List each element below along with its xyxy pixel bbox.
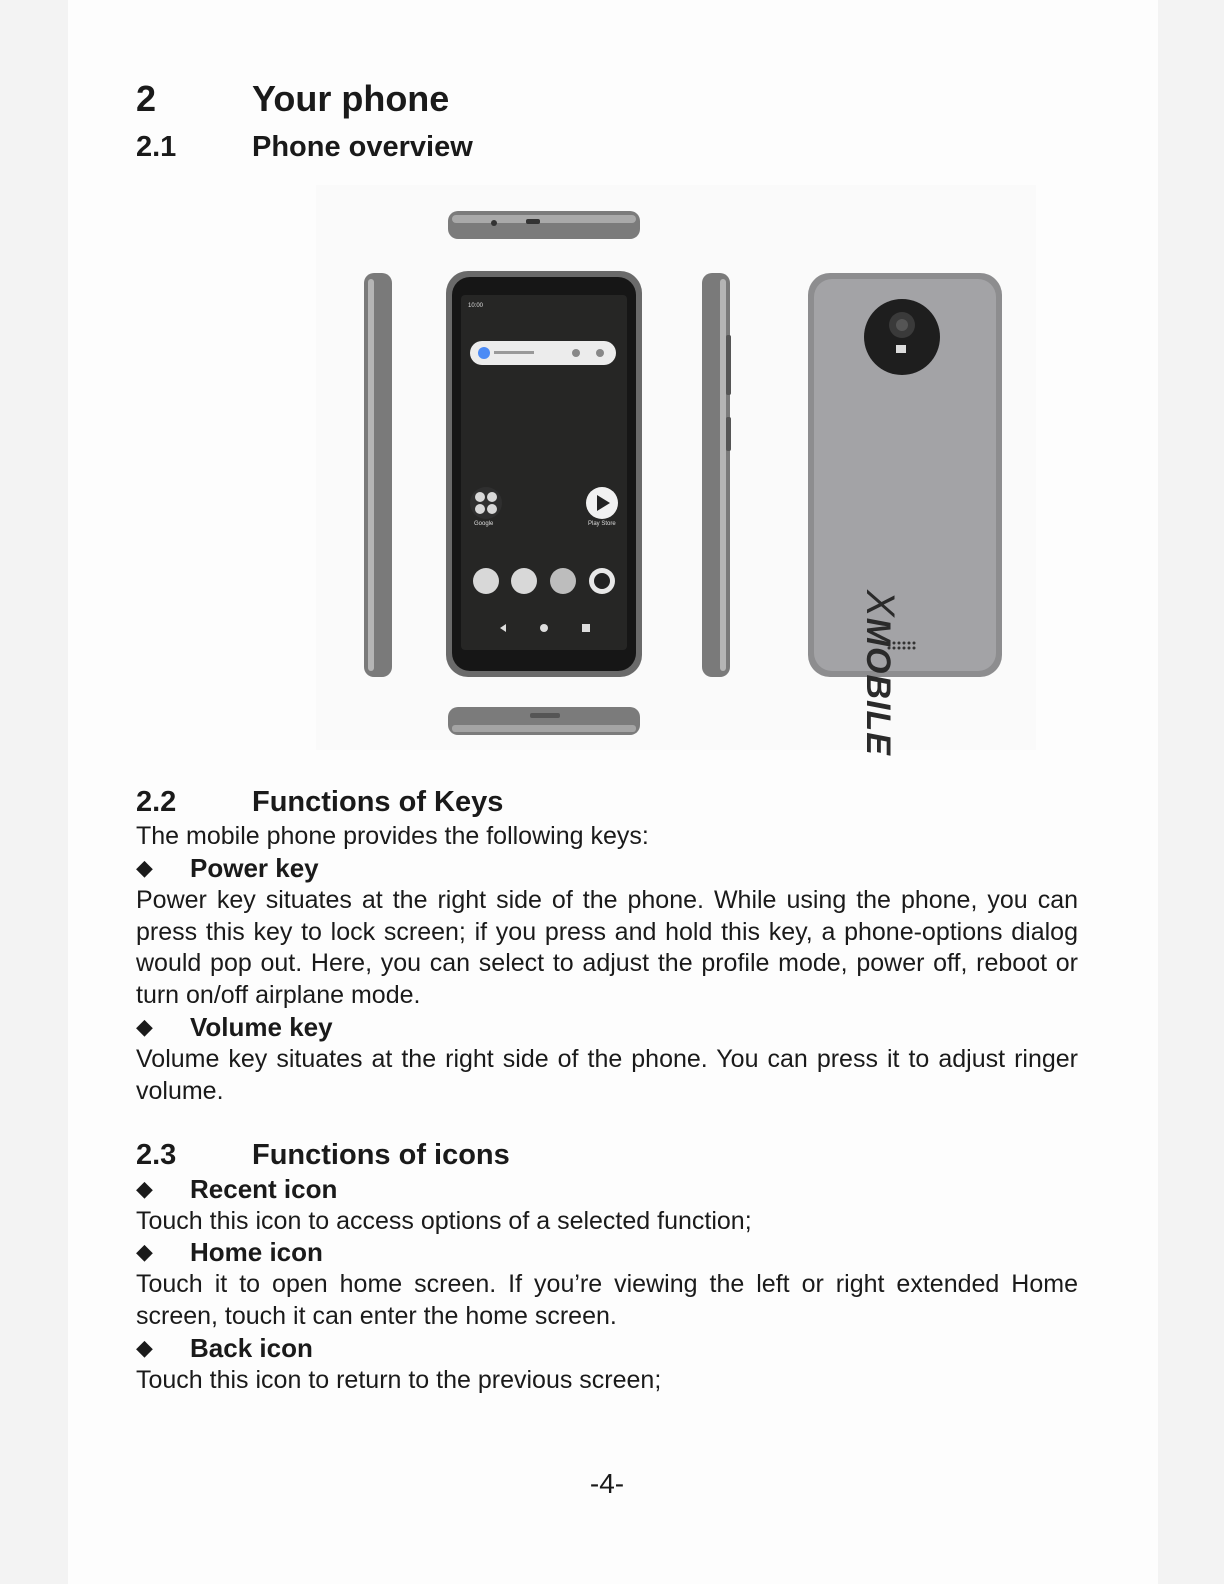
page-number: -4-: [589, 1468, 625, 1499]
bullet-recent-icon: [136, 1173, 337, 1205]
chapter-title: Your phone: [252, 78, 450, 119]
bullet-label: Home icon: [190, 1237, 323, 1267]
power-key: [726, 417, 731, 451]
chapter-number: 2: [136, 78, 157, 119]
section-number: 2.2: [136, 786, 177, 818]
section-number: 2.1: [136, 131, 177, 163]
brand-name: MOBILE: [859, 617, 897, 756]
brand-mark: X: [858, 590, 902, 618]
section-title: Functions of Keys: [252, 786, 504, 818]
bullet-label: Power key: [190, 853, 319, 883]
camera-flash: [896, 345, 906, 353]
manual-page: [68, 0, 1158, 1584]
chrome-app-icon: [550, 568, 576, 594]
section-heading-keys: [136, 786, 503, 819]
section-heading-overview: [136, 131, 473, 164]
bullet-volume-key: [136, 1011, 333, 1043]
status-time: 10:00: [468, 303, 484, 309]
phone-illustration: [316, 185, 1036, 750]
bullet-diamond-icon: ◆: [136, 1014, 153, 1039]
home-nav-icon: [540, 624, 548, 632]
bullet-power-key: [136, 852, 319, 884]
bullet-back-icon: [136, 1332, 313, 1364]
google-apps-icon: [470, 487, 502, 519]
keys-intro: The mobile phone provides the following keys:: [136, 822, 649, 850]
section-title: Functions of icons: [252, 1139, 510, 1171]
section-number: 2.3: [136, 1139, 177, 1171]
section-heading-icons: [136, 1139, 510, 1172]
bullet-home-icon: [136, 1236, 323, 1268]
chapter-heading: [136, 78, 449, 120]
bullet-label: Recent icon: [190, 1174, 338, 1204]
phone-overview-figure: [316, 185, 1036, 756]
volume-key: [726, 335, 731, 395]
recent-icon-description: Touch this icon to access options of a selected function;: [136, 1207, 752, 1235]
bullet-diamond-icon: ◆: [136, 1176, 153, 1201]
section-title: Phone overview: [252, 131, 473, 163]
home-icon-description: Touch it to open home screen. If you’re viewing the left or right extended Home screen, touch it can enter the home screen.: [136, 1270, 1078, 1330]
brand-logo: [857, 590, 902, 756]
volume-key-description: Volume key situates at the right side of the phone. You can press it to adjust ringer volume.: [136, 1045, 1078, 1105]
bullet-label: Volume key: [190, 1012, 333, 1042]
bullet-diamond-icon: ◆: [136, 855, 153, 880]
play-store-label: Play Store: [588, 521, 616, 527]
phone-app-icon: [473, 568, 499, 594]
google-app-label: Google: [474, 521, 494, 527]
recent-nav-icon: [582, 624, 590, 632]
bullet-label: Back icon: [190, 1333, 313, 1363]
bullet-diamond-icon: ◆: [136, 1335, 153, 1360]
messages-app-icon: [511, 568, 537, 594]
search-bar: [470, 341, 616, 365]
power-key-description: Power key situates at the right side of the phone. While using the phone, you can press this key to lock screen; if you press and hold this key, a phone-options dialog would pop out. Here, you can select to adjust the profile mode, power off, reboot or turn on/off airplane mode.: [136, 886, 1078, 1009]
back-icon-description: Touch this icon to return to the previous screen;: [136, 1366, 662, 1394]
bullet-diamond-icon: ◆: [136, 1239, 153, 1264]
